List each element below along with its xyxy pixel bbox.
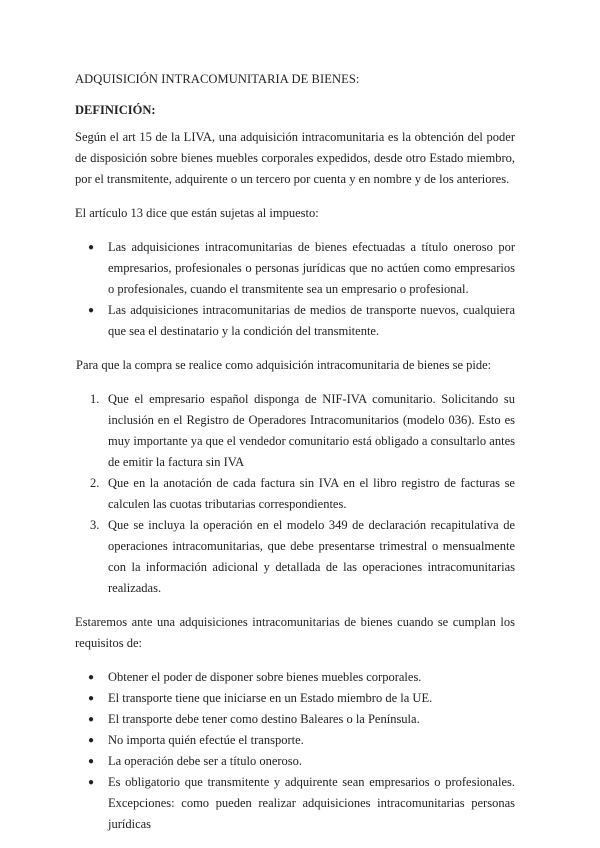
list-item bbox=[75, 389, 515, 473]
definition-paragraph: Según el art 15 de la LIVA, una adquisición intracomunitaria es la obtención del poder de disposición sobre bienes muebles corporales expedidos, desde otro Estado miembro, por el transmitente, adquirente o un tercero por cuenta y en nombre y de los anteriores. bbox=[75, 130, 515, 186]
list-item-text: El transporte debe tener como destino Baleares o la Península. bbox=[108, 712, 420, 726]
list-item bbox=[75, 300, 515, 342]
conditions-intro-paragraph: Estaremos ante una adquisiciones intracomunitarias de bienes cuando se cumplan los requisitos de: bbox=[75, 615, 515, 650]
list-item bbox=[75, 237, 515, 300]
list-number: 1. bbox=[90, 392, 100, 406]
list-item-text: Que se incluya la operación en el modelo 349 de declaración recapitulativa de operaciones intracomunitarias, que debe presentarse trimestral o mensualmente con la información adicional y detallada de las operaciones intracomunitarias realizadas. bbox=[108, 518, 515, 595]
list-item bbox=[75, 515, 515, 599]
bullet-icon: ● bbox=[88, 242, 95, 253]
list-item bbox=[75, 709, 515, 730]
bullet-icon: ● bbox=[88, 305, 95, 316]
definition-heading: DEFINICIÓN: bbox=[75, 103, 156, 117]
bullet-icon: ● bbox=[88, 714, 95, 725]
article-13-paragraph: El artículo 13 dice que están sujetas al impuesto: bbox=[75, 206, 319, 220]
list-number: 2. bbox=[90, 476, 100, 490]
list-item-text: Las adquisiciones intracomunitarias de medios de transporte nuevos, cualquiera que sea el destinatario y la condición del transmitente. bbox=[108, 303, 515, 338]
taxable-acquisitions-list bbox=[75, 237, 515, 342]
list-item bbox=[75, 772, 515, 835]
list-item-text: El transporte tiene que iniciarse en un Estado miembro de la UE. bbox=[108, 691, 433, 705]
bullet-icon: ● bbox=[88, 777, 95, 788]
list-item-text: La operación debe ser a título oneroso. bbox=[108, 754, 303, 768]
list-item-text: Las adquisiciones intracomunitarias de bienes efectuadas a título oneroso por empresarios, profesionales o personas jurídicas que no actúen como empresarios o profesionales, cuando el transmitente sea un empresario o profesional. bbox=[108, 240, 515, 296]
list-item bbox=[75, 473, 515, 515]
bullet-icon: ● bbox=[88, 693, 95, 704]
requirements-intro-paragraph: Para que la compra se realice como adquisición intracomunitaria de bienes se pide: bbox=[76, 358, 492, 372]
bullet-icon: ● bbox=[88, 756, 95, 767]
list-item bbox=[75, 751, 515, 772]
document-body bbox=[75, 69, 515, 848]
conditions-list bbox=[75, 667, 515, 835]
list-item-text: Que el empresario español disponga de NIF-IVA comunitario. Solicitando su inclusión en el Registro de Operadores Intracomunitarios (modelo 036). Esto es muy importante ya que el vendedor comunitario está obligado a consultarlo antes de emitir la factura sin IVA bbox=[108, 392, 515, 469]
document-title: ADQUISICIÓN INTRACOMUNITARIA DE BIENES: bbox=[75, 72, 360, 86]
requirements-numbered-list bbox=[75, 389, 515, 599]
list-item-text: Es obligatorio que transmitente y adquirente sean empresarios o profesionales. Excepciones: como pueden realizar adquisiciones intracomunitarias personas jurídicas bbox=[108, 775, 515, 831]
list-item-text: No importa quién efectúe el transporte. bbox=[108, 733, 304, 747]
list-number: 3. bbox=[90, 518, 100, 532]
list-item-text: Que en la anotación de cada factura sin IVA en el libro registro de facturas se calculen las cuotas tributarias correspondientes. bbox=[108, 476, 515, 511]
list-item bbox=[75, 667, 515, 688]
list-item bbox=[75, 730, 515, 751]
bullet-icon: ● bbox=[88, 735, 95, 746]
list-item-text: Obtener el poder de disponer sobre bienes muebles corporales. bbox=[108, 670, 422, 684]
bullet-icon: ● bbox=[88, 672, 95, 683]
list-item bbox=[75, 688, 515, 709]
